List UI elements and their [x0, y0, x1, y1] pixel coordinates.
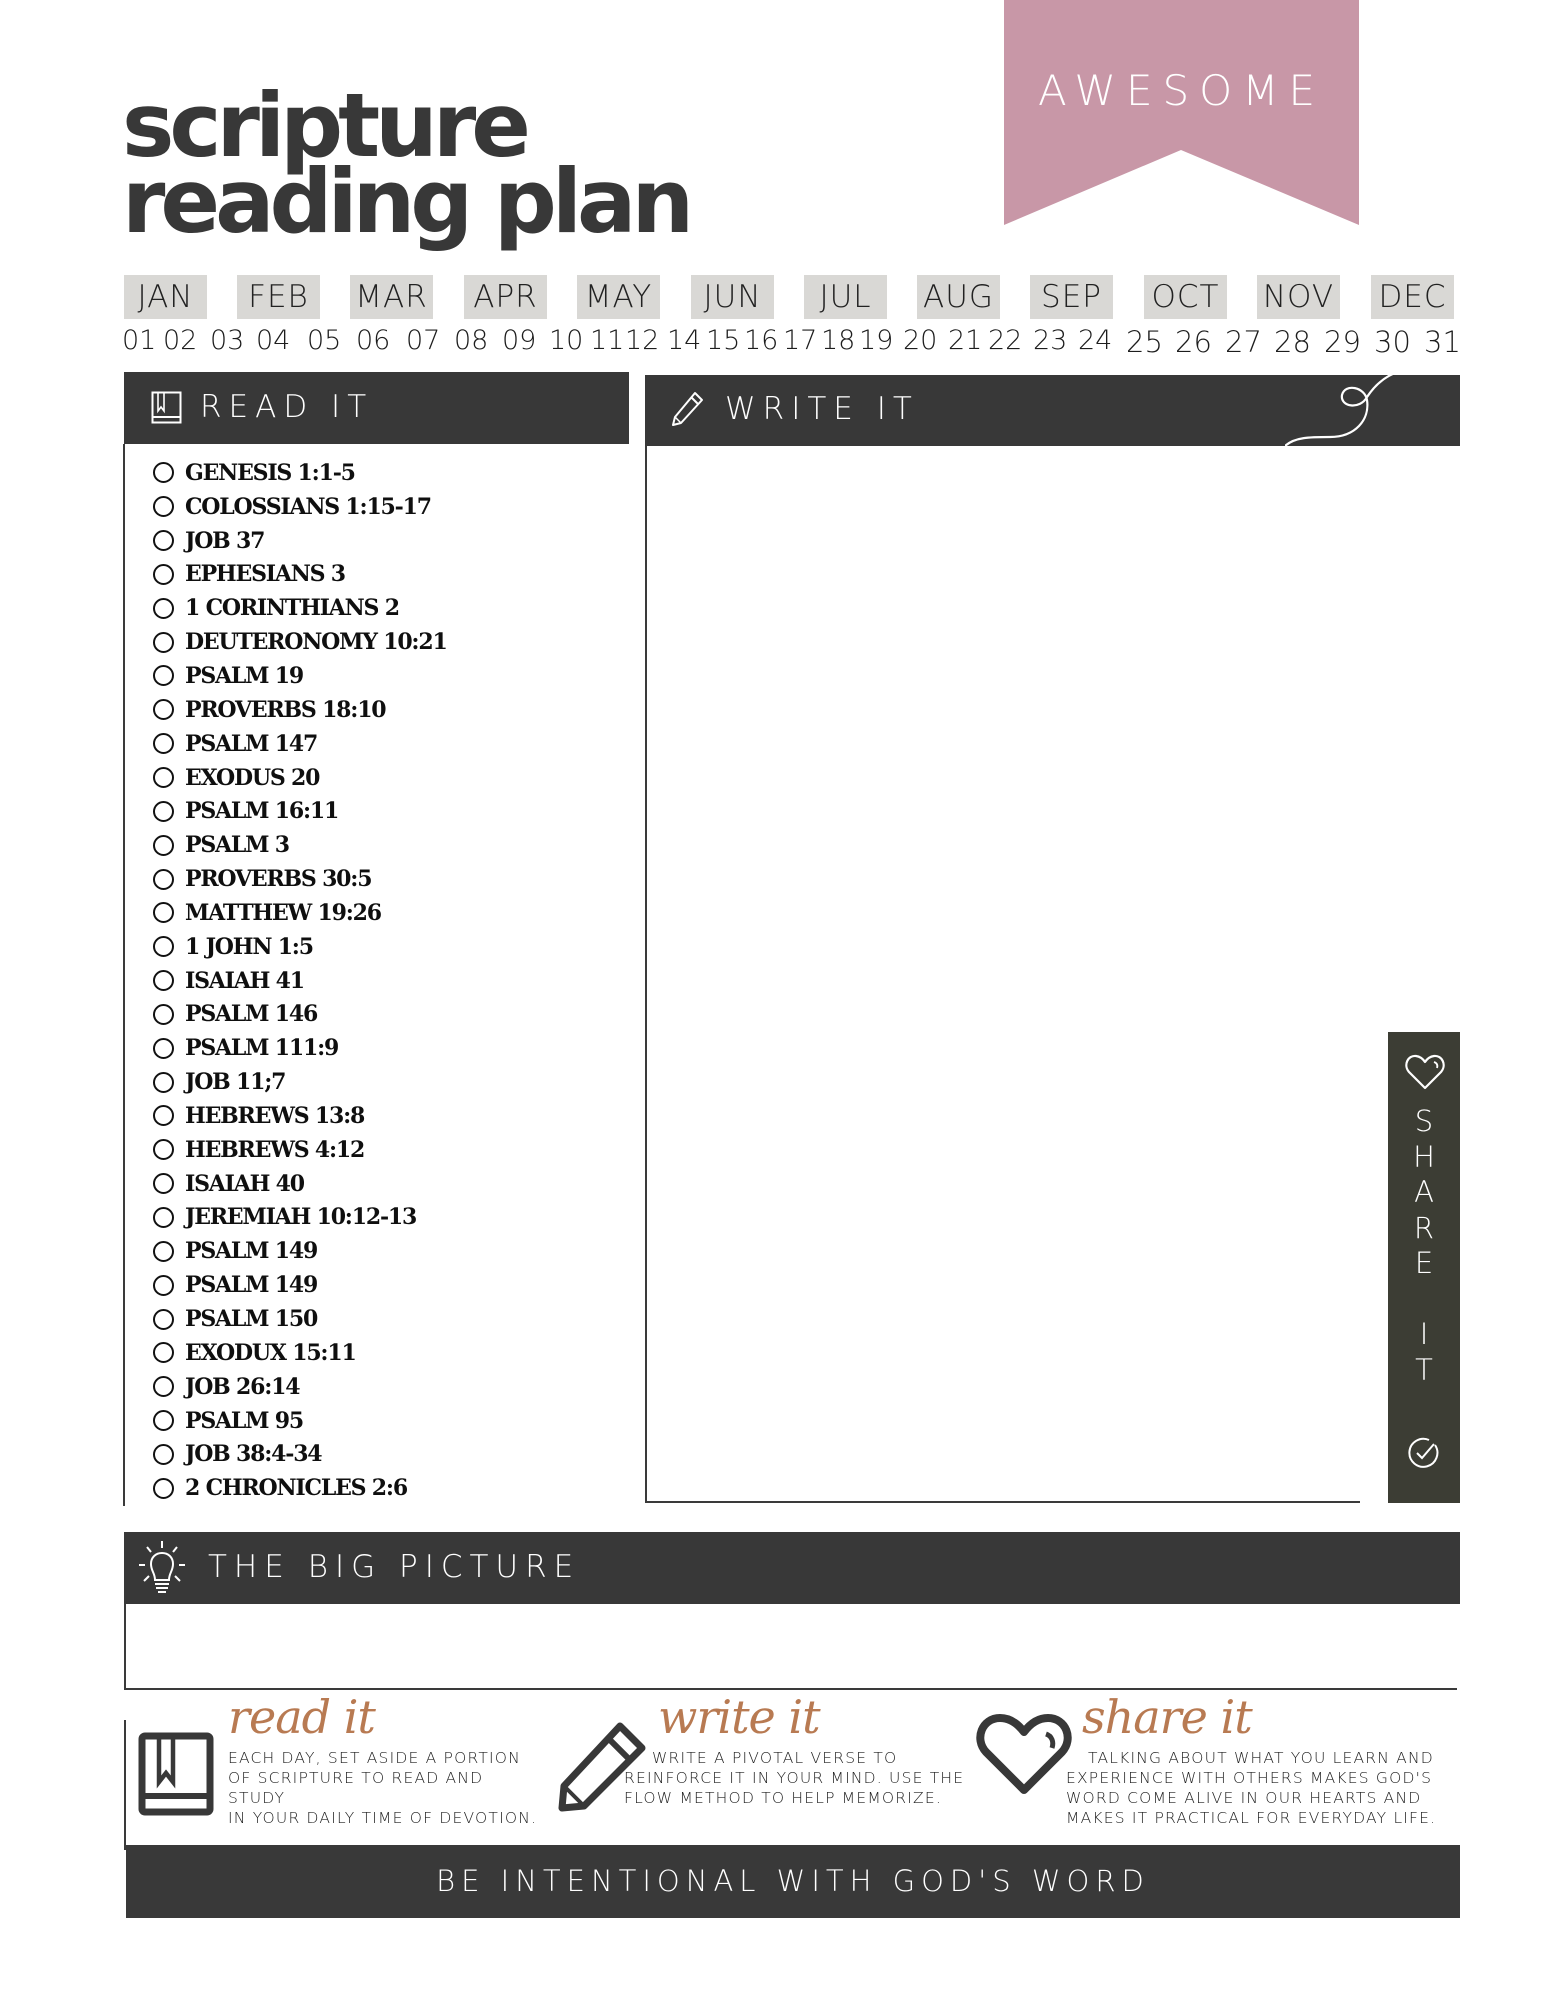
month-nov[interactable]: NOV	[1257, 275, 1340, 319]
write-it-header	[645, 375, 1460, 446]
day-12[interactable]: 12	[625, 325, 660, 356]
checkbox-circle[interactable]	[153, 1139, 174, 1160]
list-item[interactable]: EXODUS 20	[153, 761, 613, 795]
list-item[interactable]: ISAIAH 41	[153, 964, 613, 998]
checkbox-circle[interactable]	[153, 767, 174, 788]
day-06[interactable]: 06	[356, 325, 391, 356]
month-jun[interactable]: JUN	[691, 275, 774, 319]
day-18[interactable]: 18	[821, 325, 856, 356]
checkbox-circle[interactable]	[153, 530, 174, 551]
day-31[interactable]: 31	[1424, 325, 1461, 359]
read-it-description: EACH DAY, SET ASIDE A PORTION OF SCRIPTURE TO READ AND STUDY IN YOUR DAILY TIME OF DEVOTION.	[228, 1749, 538, 1827]
list-item[interactable]: PSALM 19	[153, 659, 613, 693]
day-04[interactable]: 04	[256, 325, 291, 356]
read-it-label: READ IT	[200, 389, 374, 425]
list-item[interactable]: 1 JOHN 1:5	[153, 930, 613, 964]
checkbox-circle[interactable]	[153, 564, 174, 585]
write-area-bottom-line	[645, 1501, 1360, 1503]
checkbox-circle[interactable]	[153, 1105, 174, 1126]
checkbox-circle[interactable]	[153, 936, 174, 957]
checkbox-circle[interactable]	[153, 1342, 174, 1363]
instruction-read-it	[126, 1690, 546, 1840]
month-feb[interactable]: FEB	[237, 275, 320, 319]
list-item[interactable]: HEBREWS 4:12	[153, 1133, 613, 1167]
book-icon	[138, 1732, 214, 1816]
list-item[interactable]: JOB 26:14	[153, 1370, 613, 1404]
day-07[interactable]: 07	[406, 325, 441, 356]
checkbox-circle[interactable]	[153, 1275, 174, 1296]
checkbox-circle[interactable]	[153, 699, 174, 720]
day-09[interactable]: 09	[502, 325, 537, 356]
month-aug[interactable]: AUG	[917, 275, 1000, 319]
month-mar[interactable]: MAR	[350, 275, 433, 319]
write-it-label: WRITE IT	[725, 391, 919, 427]
checkbox-circle[interactable]	[153, 1072, 174, 1093]
check-circle-icon	[1407, 1436, 1441, 1470]
day-03[interactable]: 03	[210, 325, 245, 356]
list-item[interactable]: PSALM 95	[153, 1404, 613, 1438]
day-01[interactable]: 01	[122, 325, 157, 356]
swirl-decoration-icon	[1285, 375, 1460, 446]
checkbox-circle[interactable]	[153, 733, 174, 754]
day-16[interactable]: 16	[744, 325, 779, 356]
checkbox-circle[interactable]	[153, 970, 174, 991]
checkbox-circle[interactable]	[153, 1444, 174, 1465]
checkbox-circle[interactable]	[153, 1173, 174, 1194]
month-selector	[124, 275, 1464, 319]
big-picture-label: THE BIG PICTURE	[208, 1549, 581, 1585]
day-11[interactable]: 11	[590, 325, 625, 356]
checkbox-circle[interactable]	[153, 1309, 174, 1330]
share-it-script-title: share it	[1082, 1690, 1252, 1744]
month-may[interactable]: MAY	[577, 275, 660, 319]
checkbox-circle[interactable]	[153, 632, 174, 653]
list-item[interactable]: COLOSSIANS 1:15-17	[153, 490, 613, 524]
read-it-header	[124, 372, 629, 444]
month-sep[interactable]: SEP	[1030, 275, 1113, 319]
instruction-share-it	[970, 1690, 1460, 1840]
checkbox-circle[interactable]	[153, 1376, 174, 1397]
big-picture-border	[124, 1604, 126, 1690]
checkbox-circle[interactable]	[153, 1004, 174, 1025]
day-30[interactable]: 30	[1374, 325, 1411, 359]
day-08[interactable]: 08	[454, 325, 489, 356]
day-25[interactable]: 25	[1126, 325, 1163, 359]
day-20[interactable]: 20	[903, 325, 938, 356]
title-line-1: scripture	[122, 74, 526, 177]
checkbox-circle[interactable]	[153, 496, 174, 517]
write-area[interactable]	[649, 448, 1354, 1498]
day-26[interactable]: 26	[1175, 325, 1212, 359]
day-28[interactable]: 28	[1274, 325, 1311, 359]
month-apr[interactable]: APR	[464, 275, 547, 319]
reading-list	[153, 456, 613, 1505]
month-jul[interactable]: JUL	[804, 275, 887, 319]
list-item[interactable]: ISAIAH 40	[153, 1167, 613, 1201]
share-it-label: S H A R E I T	[1413, 1104, 1435, 1387]
day-05[interactable]: 05	[307, 325, 342, 356]
checkbox-circle[interactable]	[153, 665, 174, 686]
read-it-border	[123, 444, 125, 1506]
list-item[interactable]: JOB 38:4-34	[153, 1437, 613, 1471]
day-10[interactable]: 10	[549, 325, 584, 356]
day-29[interactable]: 29	[1324, 325, 1361, 359]
list-item[interactable]: PSALM 149	[153, 1234, 613, 1268]
day-selector	[122, 325, 1467, 365]
instruction-write-it	[556, 1690, 976, 1840]
list-item[interactable]: EPHESIANS 3	[153, 558, 613, 592]
list-item[interactable]: MATTHEW 19:26	[153, 896, 613, 930]
list-item[interactable]: PSALM 111:9	[153, 1031, 613, 1065]
day-17[interactable]: 17	[783, 325, 818, 356]
awesome-banner	[1004, 0, 1359, 225]
share-it-description: TALKING ABOUT WHAT YOU LEARN AND EXPERIENCE WITH OTHERS MAKES GOD'S WORD COME ALIVE IN OUR HEARTS AND MAKES IT PRACTICAL FOR EVERYDAY LIFE.	[1066, 1749, 1437, 1827]
day-27[interactable]: 27	[1225, 325, 1262, 359]
write-area-border	[645, 446, 647, 1503]
checkbox-circle[interactable]	[153, 462, 174, 483]
day-19[interactable]: 19	[859, 325, 894, 356]
checkbox-circle[interactable]	[153, 1038, 174, 1059]
checkbox-circle[interactable]	[153, 1410, 174, 1431]
heart-icon	[1405, 1054, 1445, 1090]
checkbox-circle[interactable]	[153, 801, 174, 822]
list-item[interactable]: JEREMIAH 10:12-13	[153, 1201, 613, 1235]
footer-banner	[126, 1845, 1460, 1918]
list-item[interactable]: PSALM 146	[153, 998, 613, 1032]
month-jan[interactable]: JAN	[124, 275, 207, 319]
checkbox-circle[interactable]	[153, 902, 174, 923]
list-item[interactable]: PSALM 3	[153, 828, 613, 862]
list-item[interactable]: 1 CORINTHIANS 2	[153, 591, 613, 625]
list-item[interactable]: JOB 11;7	[153, 1065, 613, 1099]
heart-icon	[976, 1712, 1072, 1796]
list-item[interactable]: 2 CHRONICLES 2:6	[153, 1471, 613, 1505]
banner-label: AWESOME	[1038, 66, 1325, 115]
footer-text: BE INTENTIONAL WITH GOD'S WORD	[436, 1864, 1150, 1898]
day-02[interactable]: 02	[163, 325, 198, 356]
write-it-script-title: write it	[658, 1690, 820, 1744]
day-21[interactable]: 21	[948, 325, 983, 356]
checkbox-circle[interactable]	[153, 869, 174, 890]
share-it-panel	[1388, 1032, 1460, 1503]
book-icon	[151, 391, 182, 424]
day-15[interactable]: 15	[706, 325, 741, 356]
list-item[interactable]: PROVERBS 18:10	[153, 693, 613, 727]
list-item[interactable]: PSALM 150	[153, 1302, 613, 1336]
checkbox-circle[interactable]	[153, 1478, 174, 1499]
list-item[interactable]: JOB 37	[153, 524, 613, 558]
list-item[interactable]: EXODUX 15:11	[153, 1336, 613, 1370]
month-dec[interactable]: DEC	[1371, 275, 1454, 319]
list-item[interactable]: PSALM 147	[153, 727, 613, 761]
list-item[interactable]: GENESIS 1:1-5	[153, 456, 613, 490]
list-item[interactable]: DEUTERONOMY 10:21	[153, 625, 613, 659]
day-14[interactable]: 14	[667, 325, 702, 356]
list-item[interactable]: PSALM 16:11	[153, 794, 613, 828]
list-item[interactable]: PSALM 149	[153, 1268, 613, 1302]
write-it-description: WRITE A PIVOTAL VERSE TO REINFORCE IT IN YOUR MIND. USE THE FLOW METHOD TO HELP MEMORIZE.	[624, 1749, 965, 1807]
pencil-icon	[671, 391, 705, 427]
day-23[interactable]: 23	[1033, 325, 1068, 356]
month-oct[interactable]: OCT	[1144, 275, 1227, 319]
lightbulb-icon	[136, 1540, 188, 1596]
checkbox-circle[interactable]	[153, 835, 174, 856]
list-item[interactable]: PROVERBS 30:5	[153, 862, 613, 896]
checkbox-circle[interactable]	[153, 598, 174, 619]
big-picture-area[interactable]	[128, 1606, 1456, 1686]
read-it-script-title: read it	[228, 1690, 375, 1744]
day-22[interactable]: 22	[988, 325, 1023, 356]
big-picture-header	[124, 1532, 1460, 1604]
checkbox-circle[interactable]	[153, 1241, 174, 1262]
day-24[interactable]: 24	[1078, 325, 1113, 356]
list-item[interactable]: HEBREWS 13:8	[153, 1099, 613, 1133]
title-line-2: reading plan	[122, 150, 690, 253]
checkbox-circle[interactable]	[153, 1207, 174, 1228]
page-title	[122, 74, 690, 253]
